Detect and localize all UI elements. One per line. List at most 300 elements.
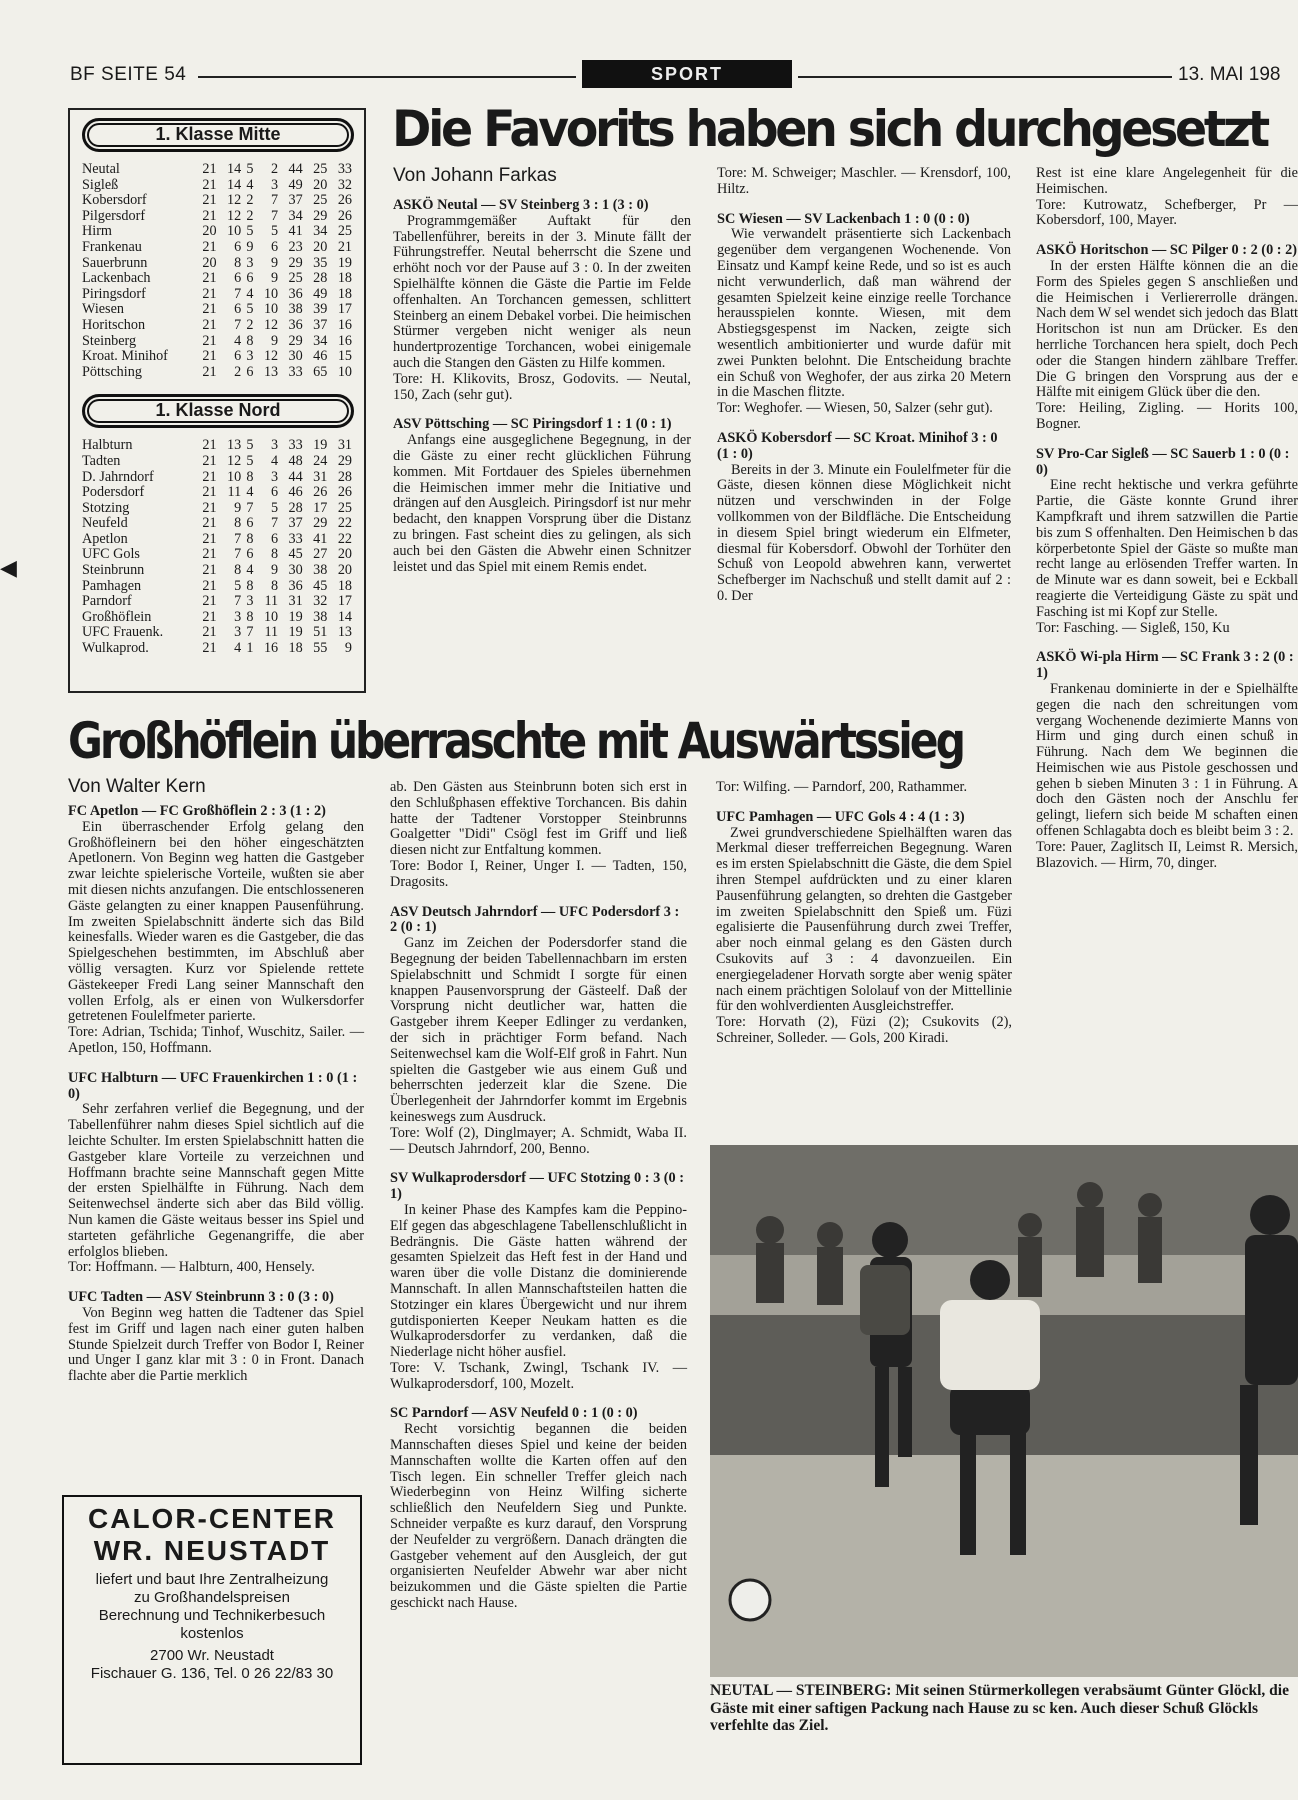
table-cell: 21 [202, 640, 217, 657]
match-scorers: Tore: H. Klikovits, Brosz, Godovits. — Neutal, 150, Zach (sehr gut). [393, 370, 691, 403]
table-cell: 13 [263, 363, 279, 380]
table-cell: 37 [288, 192, 303, 209]
team-name: Stotzing [82, 499, 130, 516]
table-cell: 1 [246, 640, 254, 657]
table-row [82, 625, 352, 641]
table-cell: 18 [337, 270, 352, 287]
table-row [82, 256, 352, 272]
match-heading: ASKÖ Neutal — SV Steinberg 3 : 1 (3 : 0) [393, 197, 649, 213]
table-cell: 7 [246, 499, 254, 516]
table-cell: 49 [288, 176, 303, 193]
table-row [82, 594, 352, 610]
table-cell: 6 [234, 301, 242, 318]
table-cell: 31 [313, 468, 328, 485]
table-cell: 8 [234, 515, 242, 532]
table-cell: 12 [227, 207, 242, 224]
article-paragraph: ab. Den Gästen aus Steinbrunn boten sich erst in den Schlußphasen effektive Torchancen. Bis dahin hatte der Tadtener Vorstopper Steinbrunns Goalgetter "Didi" Csögl fest im Griff und ließ diesen nicht zur Entfaltung kommen. [390, 779, 687, 859]
table-cell: 41 [288, 223, 303, 240]
table-cell: 6 [234, 348, 242, 365]
table-cell: 20 [337, 546, 352, 563]
table-cell: 10 [337, 363, 352, 380]
table-cell: 65 [313, 363, 328, 380]
table-row [82, 579, 352, 595]
table-cell: 15 [337, 348, 352, 365]
headline-favorits: Die Favorits haben sich durchgesetzt [392, 100, 1267, 158]
table-cell: 26 [313, 484, 328, 501]
team-name: Podersdorf [82, 484, 145, 501]
table-cell: 37 [313, 316, 328, 333]
table-cell: 12 [227, 452, 242, 469]
table-cell: 3 [246, 348, 254, 365]
table-cell: 9 [246, 238, 254, 255]
match-scorers: Tore: V. Tschank, Zwingl, Tschank IV. — Wulkaprodersdorf, 100, Mozelt. [390, 1359, 687, 1392]
table-cell: 7 [234, 316, 242, 333]
table-cell: 21 [202, 608, 217, 625]
table-cell: 33 [288, 437, 303, 454]
table-cell: 45 [288, 546, 303, 563]
article1-col1 [393, 192, 691, 702]
section-label: SPORT [582, 60, 792, 88]
issue-date: 13. MAI 198 [1178, 64, 1281, 85]
table-row [82, 438, 352, 454]
standings-table-nord [82, 438, 352, 656]
table-cell: 8 [234, 254, 242, 271]
article-paragraph: Recht vorsichtig begannen die beiden Mannschaften dieses Spiel und keine der beiden Mannschaften wollte die Karten offen auf den Tisch legen. Ein schneller Treffer gleich nach Wiederbeginn von Heinz Wilfing sicherte schließlich den Neufeldern Sieg und Punkte. Schneider verpaßte es kurz darauf, den Vorsprung der Neufelder zu vergrößern. Danach drängten die Gastgeber vehement auf den Ausgleich, der gut organisierten Neufelder Abwehr war aber nicht beizukommen und die Gäste spielten die Partie geschickt nach Hause. [390, 1421, 687, 1612]
table-cell: 29 [288, 332, 303, 349]
table-cell: 4 [234, 332, 242, 349]
calor-center-ad [62, 1495, 362, 1765]
table-cell: 21 [202, 484, 217, 501]
table-cell: 21 [202, 593, 217, 610]
match-heading: SC Wiesen — SV Lackenbach 1 : 0 (0 : 0) [717, 210, 970, 227]
article-paragraph: Ganz im Zeichen der Podersdorfer stand die Begegnung der beiden Tabellennachbarn im ersten Spielabschnitt und Schmidt I sorgte für einen knappen Pausenvorsprung der Gästeelf. Daß der Vorsprung nicht deutlicher war, hatten die Gastgeber ihrem Keeper Edlinger zu verdanken, der sich in prächtiger Form befand. Nach Seitenwechsel kam die Wolf-Elf groß in Fahrt. Nun spielten die Gastgeber wie aus einem Guß und beherrschten jederzeit klar die Szene. Die Überlegenheit der Jahrndorfer kommt im Ergebnis keineswegs zum Ausdruck. [390, 935, 687, 1125]
table-cell: 45 [313, 577, 328, 594]
article-paragraph: Programmgemäßer Auftakt für den Tabellenführer, bereits in der 3. Minute fällt der Führungstreffer. Neutal beherrscht die Szene und erhöht noch vor der Pause auf 3 : 0. In der zweiten Spielhälfte können die Gäste die Partie im Felde offenhalten. An Torchancen gemessen, schlittert Steinberg an einem Debakel vorbei. Die heimischen Stürmer vergeben nicht weniger als neun hundertprozentige Torchancen, wobei einigemale auch die Stangen den Gästen zu Hilfe kommen. [393, 212, 691, 371]
table-cell: 21 [202, 161, 217, 177]
table-row [82, 563, 352, 579]
team-name: Tadten [82, 452, 121, 469]
table-cell: 29 [313, 515, 328, 532]
team-name: Halbturn [82, 437, 133, 454]
table-cell: 5 [246, 452, 254, 469]
table-cell: 6 [246, 363, 254, 380]
table-cell: 26 [337, 207, 352, 224]
table-cell: 21 [202, 192, 217, 209]
article-paragraph: Sehr zerfahren verlief die Begegnung, und der Tabellenführer nahm dieses Spiel sichtlich auf die leichte Schulter. Im ersten Spielabschnitt hatten die Gastgeber klare Vorteile zu verzeichnen und Hoffmann brachte seine Mannschaft gegen Mitte der ersten Spielhälfte in Führung. Nach dem Seitenwechsel änderte sich aber das Bild völlig. Nun kamen die Gäste weitaus besser ins Spiel und starteten gefährliche Gegenangriffe, die aber erfolglos blieben. [68, 1101, 364, 1260]
ad-title-2: WR. NEUSTADT [93, 1535, 331, 1566]
table-cell: 21 [202, 577, 217, 594]
match-heading: ASV Deutsch Jahrndorf — UFC Podersdorf 3 : 2 (0 : 1) [390, 903, 680, 936]
table-cell: 23 [288, 238, 303, 255]
table-cell: 10 [263, 608, 279, 625]
table-cell: 21 [202, 562, 217, 579]
table-cell: 7 [234, 546, 242, 563]
table-cell: 46 [313, 348, 328, 365]
table-row [82, 532, 352, 548]
match-scorers: Tore: Bodor I, Reiner, Unger I. — Tadten, 150, Dragosits. [390, 857, 687, 890]
ad-text-3: Berechnung und Technikerbesuch [98, 1607, 326, 1624]
table-cell: 36 [288, 316, 303, 333]
table-row [82, 193, 352, 209]
table-cell: 34 [313, 332, 328, 349]
table-cell: 21 [202, 624, 217, 641]
table-cell: 6 [246, 515, 254, 532]
table-row [82, 641, 352, 657]
match-scorers: Tor: Weghofer. — Wiesen, 50, Salzer (sehr gut). [717, 400, 993, 417]
match-heading: UFC Tadten — ASV Steinbrunn 3 : 0 (3 : 0) [68, 1289, 334, 1306]
team-name: Pamhagen [82, 577, 142, 594]
table-row [82, 302, 352, 318]
table-cell: 9 [271, 562, 279, 579]
table-cell: 9 [271, 254, 279, 271]
article-paragraph: Anfangs eine ausgeglichene Begegnung, in der die Gäste zu einer recht glücklichen Führung kommen. Mit Fortdauer des Spieles übernehmen die Heimischen immer mehr die Initiative und drängen auf den Ausgleich. Piringsdorf ist nur mehr bedacht, den knappen Vorsprung über die Distanz zu bringen. Fast scheint dies zu gelingen, als sich auch bei den Gästen die Abwehr einen Schnitzer leistet und das Spiel mit einem Remis endet. [393, 432, 691, 575]
table-cell: 12 [263, 348, 279, 365]
ad-title-1: CALOR-CENTER [88, 1503, 336, 1534]
match-scorers: Tor: Wilfing. — Parndorf, 200, Rathammer. [716, 779, 968, 795]
team-name: D. Jahrndorf [82, 468, 154, 485]
table-cell: 5 [246, 161, 254, 177]
table-cell: 46 [288, 484, 303, 501]
table-cell: 28 [313, 270, 328, 287]
table-cell: 41 [313, 530, 328, 547]
table-cell: 7 [246, 624, 254, 641]
table-cell: 4 [246, 484, 254, 501]
match-heading: ASKÖ Wi-pla Hirm — SC Frank 3 : 2 (0 : 1) [1036, 649, 1294, 682]
table-cell: 24 [313, 452, 328, 469]
page-label: BF SEITE 54 [70, 64, 187, 85]
table-cell: 8 [271, 546, 279, 563]
team-name: Hirm [82, 223, 112, 240]
team-name: Pilgersdorf [82, 207, 146, 224]
table-row [82, 209, 352, 225]
table-row [82, 224, 352, 240]
table-cell: 8 [234, 562, 242, 579]
table-cell: 8 [246, 577, 254, 594]
table-row [82, 349, 352, 365]
article-paragraph: Bereits in der 3. Minute ein Foulelfmeter für die Gäste, diesen können diese Möglichkeit nicht nützen und verschwinden in der Folge vollkommen von der Bildfläche. Die Entscheidung in diesem Spiel bringt wiederum ein Elfmeter, diesmal für Kobersdorf. Obwohl der Torhüter den Schuß von Leopold abwehren kann, verwertet Schefberger im Nachschuß und stellt damit auf 2 : 0. Der [717, 461, 1011, 604]
team-name: UFC Frauenk. [82, 624, 164, 641]
match-photo [710, 1145, 1298, 1677]
table-cell: 2 [246, 192, 254, 209]
ad-address-1: 2700 Wr. Neustadt [150, 1647, 274, 1664]
match-scorers: Tore: Wolf (2), Dinglmayer; A. Schmidt, Waba II. — Deutsch Jahrndorf, 200, Benno. [390, 1124, 687, 1157]
table-row [82, 334, 352, 350]
margin-mark: ◀ [0, 555, 17, 580]
team-name: Parndorf [82, 593, 132, 610]
table-cell: 21 [202, 363, 217, 380]
table-cell: 35 [313, 254, 328, 271]
table-cell: 31 [288, 593, 303, 610]
team-name: Sigleß [82, 176, 119, 193]
table-title-mitte: 1. Klasse Mitte [82, 118, 354, 152]
table-cell: 6 [234, 238, 242, 255]
table-cell: 3 [246, 254, 254, 271]
team-name: Wulkaprod. [82, 640, 149, 657]
table-cell: 18 [337, 285, 352, 302]
table-cell: 44 [288, 468, 303, 485]
match-heading: ASV Pöttsching — SC Piringsdorf 1 : 1 (0 : 1) [393, 416, 672, 433]
table-cell: 28 [337, 468, 352, 485]
table-cell: 17 [337, 593, 352, 610]
table-cell: 48 [288, 452, 303, 469]
table-cell: 21 [202, 468, 217, 485]
table-cell: 16 [337, 332, 352, 349]
article1-col2 [717, 166, 1011, 702]
table-cell: 8 [246, 468, 254, 485]
table-cell: 25 [288, 270, 303, 287]
table-cell: 20 [313, 176, 328, 193]
team-name: Lackenbach [82, 270, 151, 287]
table-cell: 10 [227, 223, 242, 240]
table-cell: 21 [202, 238, 217, 255]
header-rule-left [198, 76, 576, 78]
table-cell: 19 [313, 437, 328, 454]
table-cell: 38 [313, 562, 328, 579]
table-cell: 33 [288, 363, 303, 380]
table-cell: 12 [227, 192, 242, 209]
table-cell: 33 [288, 530, 303, 547]
table-cell: 38 [313, 608, 328, 625]
match-heading: UFC Pamhagen — UFC Gols 4 : 4 (1 : 3) [716, 808, 965, 825]
table-cell: 10 [227, 468, 242, 485]
page-header [70, 60, 1298, 92]
table-cell: 6 [246, 546, 254, 563]
table-cell: 7 [234, 593, 242, 610]
table-cell: 3 [271, 468, 279, 485]
table-cell: 21 [202, 546, 217, 563]
table-cell: 7 [271, 192, 279, 209]
match-heading: ASKÖ Kobersdorf — SC Kroat. Minihof 3 : 0 (1 : 0) [717, 429, 998, 462]
table-cell: 6 [271, 238, 279, 255]
table-row [82, 365, 352, 381]
table-cell: 38 [288, 301, 303, 318]
table-cell: 2 [234, 363, 242, 380]
article2-col1 [68, 798, 364, 1488]
table-cell: 6 [234, 270, 242, 287]
table-cell: 44 [288, 161, 303, 177]
article-paragraph: Ein überraschender Erfolg gelang den Großhöfleinern bei den höher eingeschätzten Apetlonern. Von Beginn weg hatten die Gastgeber zwar leichte spielerische Vorteile, wußten sie aber mit diesen nichts anzufangen. Die entschlosseneren Gäste gelangten zu einer knappen Pausenführung. Im zweiten Spielabschnitt änderte sich das Bild keinesfalls. Wieder waren es die Gastgeber, die das Spielgeschehen bestimmten, im Abschluß aber völlig versagten. Kurz vor Spielende rettete Gästekeeper Fredi Lang seiner Mannschaft den vollen Erfolg, als er einen von Wulkersdorfer getretenen Foulelfmeter parierte. [68, 818, 364, 1025]
table-row [82, 240, 352, 256]
table-cell: 10 [263, 285, 279, 302]
ad-text-4: kostenlos [180, 1625, 244, 1642]
table-cell: 29 [313, 207, 328, 224]
table-cell: 21 [202, 515, 217, 532]
article-paragraph: Von Beginn weg hatten die Tadtener das Spiel fest im Griff und lagen nach einer guten halben Stunde Spielzeit durch Treffer von Bodor I, Reiner und Unger I ganz klar mit 3 : 0 in Front. Danach flachte aber die Partie merklich [68, 1304, 364, 1385]
table-cell: 3 [271, 176, 279, 193]
table-cell: 12 [263, 316, 279, 333]
table-cell: 34 [288, 207, 303, 224]
team-name: Piringsdorf [82, 285, 146, 302]
table-cell: 21 [202, 452, 217, 469]
table-cell: 14 [337, 608, 352, 625]
table-cell: 14 [227, 176, 242, 193]
table-cell: 8 [246, 530, 254, 547]
table-cell: 7 [234, 285, 242, 302]
table-cell: 55 [313, 640, 328, 657]
table-cell: 5 [246, 301, 254, 318]
match-scorers: Tore: M. Schweiger; Maschler. — Krensdorf, 100, Hiltz. [717, 165, 1011, 197]
table-cell: 11 [227, 484, 242, 501]
article-paragraph: Frankenau dominierte in der e Spielhälfte gegen die nach den schreitungen vom vergang Wochenende dezimierte Manns von Hirm und ging durch einen schuß in Führung. Nach dem We beginnen die Heimischen wie aus Pistole geschossen und gehen b sieben Minuten 3 : 1 in Führung. A doch den Gästen noch der Anschlu fer gelingt, liefern sich beide M schaften einen offenen Schlagabta doch es bleibt beim 3 : 2. [1036, 680, 1298, 840]
table-cell: 19 [288, 624, 303, 641]
table-row [82, 287, 352, 303]
table-cell: 21 [337, 238, 352, 255]
table-row [82, 485, 352, 501]
table-cell: 8 [246, 332, 254, 349]
table-title-nord: 1. Klasse Nord [82, 394, 354, 428]
ad-text-2: zu Großhandelspreisen [134, 1589, 290, 1606]
table-row [82, 162, 352, 178]
table-cell: 21 [202, 499, 217, 516]
table-cell: 9 [344, 640, 352, 657]
table-cell: 9 [271, 332, 279, 349]
match-heading: FC Apetlon — FC Großhöflein 2 : 3 (1 : 2) [68, 803, 326, 819]
team-name: Neufeld [82, 515, 128, 532]
table-cell: 25 [313, 192, 328, 209]
table-row [82, 318, 352, 334]
article-paragraph: Zwei grundverschiedene Spielhälften waren das Merkmal dieser trefferreichen Begegnung. Waren es im ersten Spielabschnitt die Gäste, die dem Spiel ihren Stempel aufdrückten und zu einer klaren Pausenführung gelangten, so drehten die Gastgeber im zweiten Spielabschnitt den Spieß um. Füzi egalisierte die Pausenführung durch zwei Treffer, aber noch einmal gelang es den Gästen durch Csukovits auf 3 : 4 davonzueilen. Ein energiegeladener Horvath sorgte aber wenig später nach einem prächtigen Sololauf von der Mittellinie für den wohlverdienten Ausgleichstreffer. [716, 824, 1012, 1015]
table-cell: 26 [337, 192, 352, 209]
match-heading: UFC Halbturn — UFC Frauenkirchen 1 : 0 (1 : 0) [68, 1069, 358, 1102]
team-name: Frankenau [82, 238, 142, 255]
table-cell: 4 [234, 640, 242, 657]
match-scorers: Tore: Pauer, Zaglitsch II, Leimst R. Mersich, Blazovich. — Hirm, 70, dinger. [1036, 838, 1298, 871]
table-row [82, 547, 352, 563]
table-cell: 3 [234, 608, 242, 625]
photo-caption: NEUTAL — STEINBERG: Mit seinen Stürmerkollegen verabsäumt Günter Glöckl, die Gäste mit einer saftigen Packung nach Hause zu sc ken. Auch dieser Schuß Glöckls verfehlte das Ziel. [710, 1682, 1289, 1734]
table-cell: 20 [202, 254, 217, 271]
match-photo-illustration [710, 1145, 1298, 1677]
team-name: Steinbrunn [82, 562, 145, 579]
table-cell: 21 [202, 176, 217, 193]
table-row [82, 454, 352, 470]
team-name: Apetlon [82, 530, 128, 547]
table-cell: 31 [337, 437, 352, 454]
table-cell: 22 [337, 515, 352, 532]
table-cell: 8 [271, 577, 279, 594]
team-name: Kroat. Minihof [82, 348, 168, 365]
table-cell: 21 [202, 530, 217, 547]
article2-col2 [390, 780, 687, 1780]
table-cell: 6 [271, 530, 279, 547]
table-cell: 7 [234, 530, 242, 547]
table-cell: 29 [288, 254, 303, 271]
standings-box [68, 108, 366, 693]
table-cell: 21 [202, 207, 217, 224]
standings-table-mitte [82, 162, 352, 380]
table-row [82, 516, 352, 532]
match-heading: SC Parndorf — ASV Neufeld 0 : 1 (0 : 0) [390, 1405, 638, 1422]
table-cell: 4 [246, 562, 254, 579]
team-name: Neutal [82, 161, 120, 177]
match-scorers: Tore: Adrian, Tschida; Tinhof, Wuschitz, Sailer. — Apetlon, 150, Hoffmann. [68, 1024, 364, 1056]
table-cell: 8 [246, 608, 254, 625]
match-heading: SV Pro-Car Sigleß — SC Sauerb 1 : 0 (0 : 0) [1036, 445, 1290, 478]
table-cell: 30 [288, 348, 303, 365]
header-rule-right [798, 76, 1172, 78]
team-name: Steinberg [82, 332, 137, 349]
table-cell: 27 [313, 546, 328, 563]
table-cell: 18 [337, 577, 352, 594]
table-cell: 11 [264, 593, 279, 610]
match-scorers: Tore: Kutrowatz, Schefberger, Pr — Kobersdorf, 100, Mayer. [1036, 196, 1298, 229]
table-cell: 51 [313, 624, 328, 641]
table-cell: 4 [246, 285, 254, 302]
team-name: Wiesen [82, 301, 124, 318]
match-scorers: Tore: Horvath (2), Füzi (2); Csukovits (2), Schreiner, Solleder. — Gols, 200 Kiradi. [716, 1014, 1012, 1046]
table-cell: 3 [271, 437, 279, 454]
table-cell: 36 [288, 577, 303, 594]
table-cell: 5 [246, 437, 254, 454]
table-cell: 21 [202, 437, 217, 454]
table-cell: 49 [313, 285, 328, 302]
table-cell: 21 [202, 348, 217, 365]
table-cell: 36 [288, 285, 303, 302]
team-name: Pöttsching [82, 363, 142, 380]
table-cell: 25 [313, 161, 328, 177]
team-name: Horitschon [82, 316, 146, 333]
table-cell: 37 [288, 515, 303, 532]
table-cell: 17 [313, 499, 328, 516]
table-cell: 28 [288, 499, 303, 516]
match-heading: SV Wulkaprodersdorf — UFC Stotzing 0 : 3 (0 : 1) [390, 1170, 685, 1203]
table-cell: 5 [271, 223, 279, 240]
table-cell: 26 [337, 484, 352, 501]
table-cell: 20 [202, 223, 217, 240]
table-cell: 5 [271, 499, 279, 516]
match-scorers: Tore: Heiling, Zigling. — Horits 100, Bogner. [1036, 400, 1298, 432]
match-scorers: Tor: Hoffmann. — Halbturn, 400, Hensely. [68, 1259, 315, 1276]
table-cell: 20 [337, 562, 352, 579]
table-cell: 5 [246, 223, 254, 240]
table-cell: 20 [313, 238, 328, 255]
table-cell: 21 [202, 285, 217, 302]
table-cell: 2 [246, 207, 254, 224]
headline-grosshoeflein: Großhöflein überraschte mit Auswärtssieg [68, 712, 963, 770]
table-cell: 29 [337, 452, 352, 469]
table-cell: 32 [313, 593, 328, 610]
article1-col3 [1036, 165, 1298, 871]
article-paragraph: In keiner Phase des Kampfes kam die Peppino-Elf gegen das abgeschlagene Tabellenschlußlicht in Bedrängnis. Die Gäste hatten während der gesamten Spielzeit das Heft fest in der Hand und waren über die volle Distanz die dominierende Mannschaft. In allen Mannschaftsteilen hatten die Stotzinger ein klares Übergewicht und nur ihrem gutdisponierten Keeper Neukam hatten es die Wulkaprodersdorfer zu verdanken, daß die Niederlage nicht höher ausfiel. [390, 1201, 687, 1361]
table-cell: 33 [337, 161, 352, 177]
table-cell: 5 [234, 577, 242, 594]
table-cell: 7 [271, 515, 279, 532]
table-cell: 2 [246, 316, 254, 333]
ad-address-2: Fischauer G. 136, Tel. 0 26 22/83 30 [90, 1665, 334, 1682]
table-cell: 6 [246, 270, 254, 287]
table-cell: 21 [202, 270, 217, 287]
table-cell: 21 [202, 332, 217, 349]
team-name: UFC Gols [82, 546, 140, 563]
table-row [82, 271, 352, 287]
table-cell: 14 [227, 161, 242, 177]
match-heading: ASKÖ Horitschon — SC Pilger 0 : 2 (0 : 2) [1036, 242, 1298, 259]
ad-text-1: liefert und baut Ihre Zentralheizung [95, 1571, 329, 1588]
table-cell: 30 [288, 562, 303, 579]
article-paragraph: Wie verwandelt präsentierte sich Lackenbach gegenüber dem vergangenen Wochenende. Von Einsatz und Kampf keine Rede, und so ist es auch nicht verwunderlich, daß man während der gesamten Spielzeit keine einzige reelle Torchance herausspielen konnte. Wiesen, mit dem Abstiegsgespenst im Nacken, zeigte sich wesentlich ambitionierter und wurde dafür mit zwei Punkten belohnt. Die Entscheidung brachte ein Schuß von Weghofer, der aus zirka 20 Metern in die Maschen flitzte. [717, 226, 1011, 401]
table-cell: 25 [337, 499, 352, 516]
table-cell: 19 [288, 608, 303, 625]
article-paragraph: Rest ist eine klare Angelegenheit für die Heimischen. [1036, 165, 1298, 197]
table-cell: 2 [271, 161, 279, 177]
team-name: Großhöflein [82, 608, 152, 625]
table-cell: 4 [246, 176, 254, 193]
table-cell: 9 [234, 499, 242, 516]
byline-farkas: Von Johann Farkas [393, 165, 557, 186]
table-cell: 18 [288, 640, 303, 657]
table-cell: 3 [246, 593, 254, 610]
table-cell: 32 [337, 176, 352, 193]
